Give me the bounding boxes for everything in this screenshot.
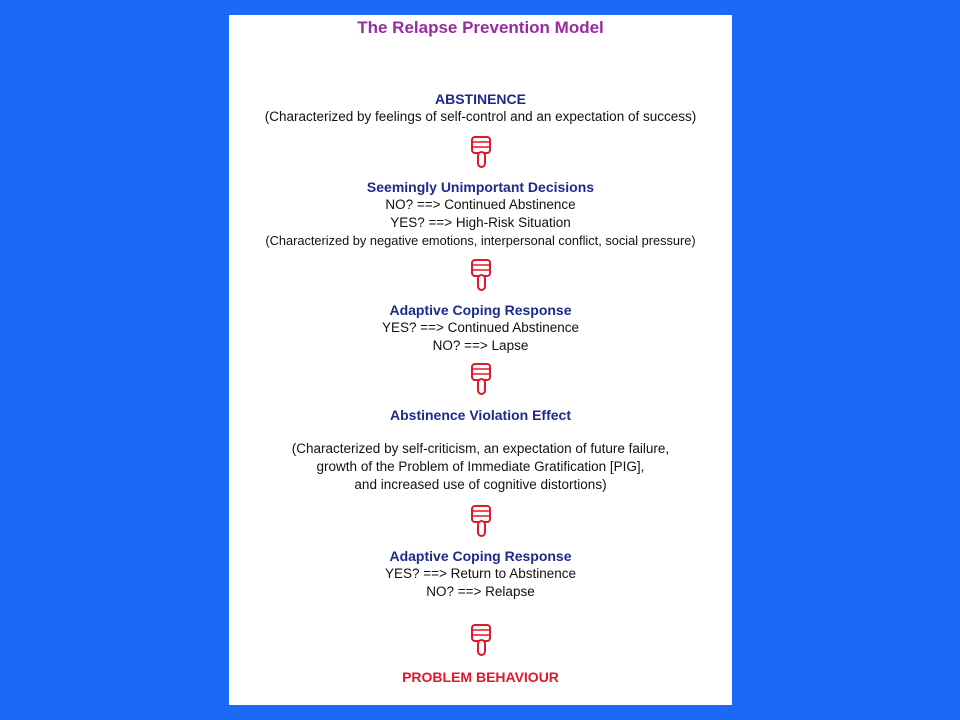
- stage-line: (Characterized by negative emotions, interpersonal conflict, social pressure): [265, 233, 696, 248]
- stage-line: YES? ==> Continued Abstinence: [381, 320, 580, 335]
- problem-behaviour-label: PROBLEM BEHAVIOUR: [402, 669, 559, 685]
- stage-line: NO? ==> Lapse: [432, 338, 529, 353]
- stage-line: YES? ==> High-Risk Situation: [390, 215, 571, 230]
- stage-line: YES? ==> Return to Abstinence: [384, 566, 576, 581]
- diagram-title: The Relapse Prevention Model: [357, 18, 604, 37]
- stage-heading: Adaptive Coping Response: [389, 302, 572, 318]
- stage-adaptive-coping-response-2: [229, 547, 732, 601]
- stage-heading: ABSTINENCE: [434, 91, 526, 107]
- stage-heading: Abstinence Violation Effect: [390, 407, 571, 423]
- pointing-down-hand-icon: [468, 504, 494, 538]
- stage-line: (Characterized by feelings of self-control and an expectation of success): [264, 109, 697, 124]
- stage-line: growth of the Problem of Immediate Gratification [PIG],: [316, 459, 645, 474]
- stage-line: (Characterized by self-criticism, an expectation of future failure,: [291, 441, 670, 456]
- pointing-down-hand-icon: [468, 258, 494, 292]
- diagram-panel: [229, 15, 732, 705]
- pointing-down-hand-icon: [468, 623, 494, 657]
- stage-abstinence: [229, 90, 732, 126]
- stage-line: and increased use of cognitive distortions): [354, 477, 607, 492]
- stage-heading: Seemingly Unimportant Decisions: [366, 179, 595, 195]
- stage-abstinence-violation-effect: [229, 406, 732, 494]
- stage-line: NO? ==> Continued Abstinence: [385, 197, 576, 212]
- pointing-down-hand-icon: [468, 362, 494, 396]
- stage-heading: Adaptive Coping Response: [389, 548, 572, 564]
- pointing-down-hand-icon: [468, 135, 494, 169]
- stage-adaptive-coping-response-1: [229, 301, 732, 355]
- stage-line: NO? ==> Relapse: [426, 584, 535, 599]
- stage-seemingly-unimportant-decisions: [229, 178, 732, 250]
